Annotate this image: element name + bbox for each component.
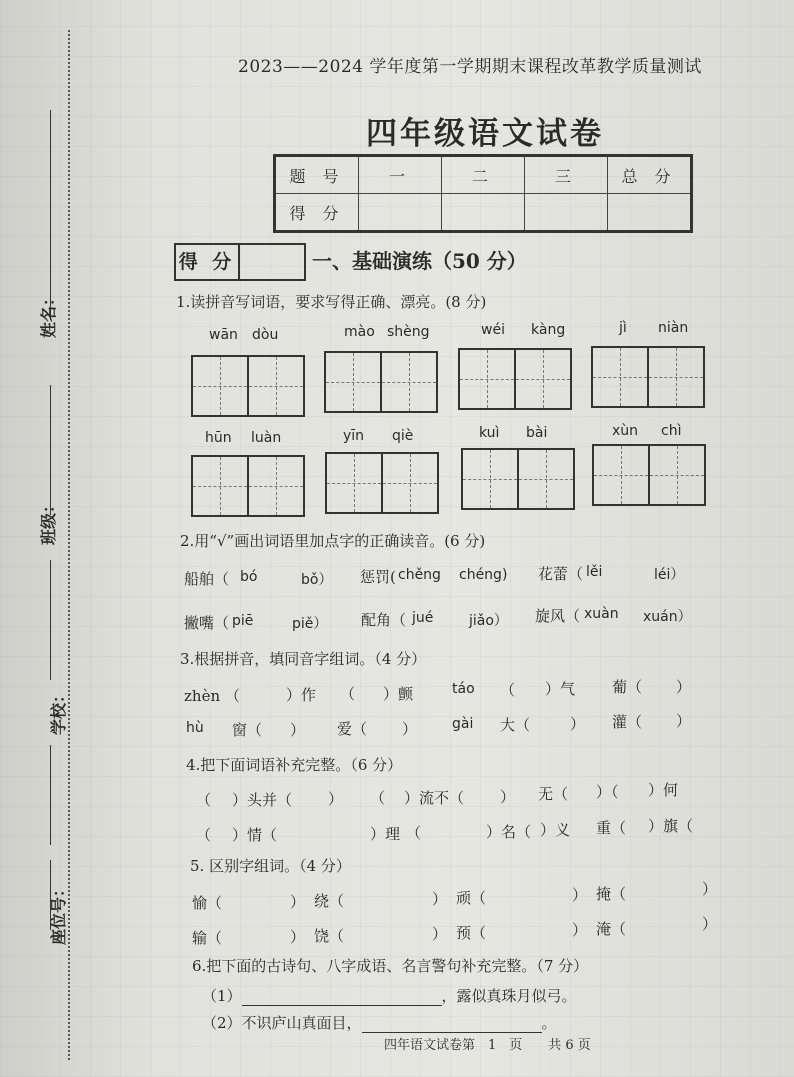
q2-word: 配角（ bbox=[361, 611, 407, 629]
q3-text: ）颤 bbox=[383, 685, 414, 703]
q3-pinyin: táo bbox=[452, 681, 475, 697]
q4-text: 重（ bbox=[596, 819, 627, 837]
q3-text: 大（ bbox=[500, 716, 531, 734]
section-score-label: 得 分 bbox=[176, 245, 240, 279]
q6-item-1 bbox=[202, 985, 577, 1006]
pinyin: wéi bbox=[481, 322, 505, 338]
q4-text: ）头并（ bbox=[232, 791, 293, 809]
pinyin: luàn bbox=[251, 430, 282, 446]
pinyin: chì bbox=[661, 423, 682, 439]
q2-option[interactable]: jué bbox=[412, 610, 434, 626]
score-cell: 二 bbox=[442, 156, 525, 194]
q2-prompt: 2.用“√”画出词语里加点字的正确读音。(6 分) bbox=[180, 532, 486, 550]
school-line bbox=[50, 560, 51, 680]
q4-text: ）情（ bbox=[232, 826, 278, 844]
writing-grid[interactable] bbox=[458, 348, 572, 410]
q5-text: 绕（ bbox=[314, 892, 345, 910]
q3-text: 爱（ bbox=[337, 720, 368, 738]
writing-grid[interactable] bbox=[592, 444, 706, 506]
q5-text: 掩（ bbox=[596, 885, 627, 903]
q2-option[interactable]: piē bbox=[232, 613, 254, 629]
q2-option[interactable]: chěng bbox=[398, 567, 441, 583]
q2-word: 花蕾（ bbox=[538, 565, 584, 583]
q5-text: ） bbox=[290, 928, 306, 946]
q6-item-1-prefix: （1） bbox=[202, 987, 242, 1005]
pinyin: bài bbox=[526, 425, 548, 441]
q4-text: ） bbox=[500, 788, 516, 806]
name-label: 姓名： bbox=[39, 289, 58, 338]
seat-label: 座位号： bbox=[49, 880, 68, 945]
score-input-cell[interactable] bbox=[525, 194, 608, 232]
q3-text: （ bbox=[500, 681, 516, 699]
q2-option[interactable]: lěi bbox=[586, 564, 603, 580]
score-table bbox=[273, 154, 693, 233]
q3-pinyin: hù bbox=[186, 720, 204, 736]
q4-text: 无（ bbox=[538, 785, 569, 803]
q5-text: ） bbox=[432, 890, 448, 908]
q4-text: ）旗（ bbox=[648, 817, 694, 835]
score-cell: 总 分 bbox=[608, 156, 692, 194]
q6-item-2-suffix: 。 bbox=[541, 1014, 557, 1032]
q3-text: 葡（ bbox=[612, 678, 643, 696]
writing-grid[interactable] bbox=[191, 355, 305, 417]
q5-text: 输（ bbox=[192, 929, 223, 947]
score-input-cell[interactable] bbox=[359, 194, 442, 232]
q5-text: ） bbox=[290, 893, 306, 911]
q3-text: ）气 bbox=[545, 680, 576, 698]
pinyin: shèng bbox=[387, 324, 430, 340]
q4-text: ）何 bbox=[648, 781, 679, 799]
q3-text: 窗（ bbox=[232, 721, 263, 739]
q3-text: ） bbox=[676, 678, 692, 696]
q6-prompt: 6.把下面的古诗句、八字成语、名言警句补充完整。（7 分） bbox=[192, 957, 589, 975]
pinyin: niàn bbox=[658, 320, 689, 336]
q6-blank-1[interactable] bbox=[242, 989, 442, 1006]
score-cell: 得 分 bbox=[275, 194, 359, 232]
score-table-row bbox=[275, 194, 692, 232]
q4-text: ）义 bbox=[540, 821, 571, 839]
score-input-cell[interactable] bbox=[608, 194, 692, 232]
name-line bbox=[50, 110, 51, 320]
q3-text: ） bbox=[676, 712, 692, 730]
class-line bbox=[50, 385, 51, 515]
q3-text: ） bbox=[570, 715, 586, 733]
q5-text: ） bbox=[572, 921, 588, 939]
q5-text: ） bbox=[432, 925, 448, 943]
q3-pinyin: gài bbox=[452, 716, 474, 732]
pinyin: yīn bbox=[343, 428, 365, 444]
q4-text: ） bbox=[328, 790, 344, 808]
pinyin: kuì bbox=[479, 425, 500, 441]
q5-text: ） bbox=[702, 880, 718, 898]
q1-prompt: 1.读拼音写词语，要求写得正确、漂亮。(8 分) bbox=[176, 293, 487, 311]
pinyin: hūn bbox=[205, 430, 232, 446]
school-label: 学校： bbox=[49, 686, 68, 735]
q3-text: （ bbox=[340, 685, 356, 703]
q5-text: 饶（ bbox=[314, 927, 345, 945]
q2-option[interactable]: xuàn bbox=[584, 606, 619, 622]
q5-text: 顽（ bbox=[456, 889, 487, 907]
section-title: 一、基础演练（50 分） bbox=[312, 249, 527, 273]
q5-text: 愉（ bbox=[192, 894, 223, 912]
q2-option[interactable]: léi） bbox=[654, 567, 685, 583]
q3-text: zhèn （ bbox=[184, 687, 240, 705]
writing-grid[interactable] bbox=[461, 448, 575, 510]
q4-text: ）（ bbox=[596, 783, 619, 801]
q6-item-2-prefix: （2）不识庐山真面目， bbox=[202, 1014, 362, 1032]
q3-prompt: 3.根据拼音，填同音字组词。（4 分） bbox=[180, 650, 427, 668]
q3-text: 灌（ bbox=[612, 713, 643, 731]
pinyin: dòu bbox=[252, 327, 279, 343]
q4-text: （ bbox=[196, 826, 212, 844]
class-label: 班级： bbox=[39, 496, 58, 545]
score-cell: 题 号 bbox=[275, 156, 359, 194]
q5-prompt: 5. 区别字组词。（4 分） bbox=[190, 857, 351, 875]
score-cell: 一 bbox=[359, 156, 442, 194]
q5-text: 淹（ bbox=[596, 920, 627, 938]
score-table-row bbox=[275, 156, 692, 194]
q3-text: ）作 bbox=[286, 686, 317, 704]
school-line-2 bbox=[50, 745, 51, 845]
writing-grid[interactable] bbox=[591, 346, 705, 408]
q5-text: ） bbox=[572, 886, 588, 904]
pinyin: jì bbox=[619, 320, 627, 336]
pinyin: mào bbox=[344, 324, 375, 340]
q4-text: ）名（ bbox=[486, 823, 532, 841]
q4-text: （ bbox=[370, 789, 386, 807]
pinyin: wān bbox=[209, 327, 238, 343]
q2-option[interactable]: xuán） bbox=[643, 609, 692, 625]
writing-grid[interactable] bbox=[324, 351, 438, 413]
q3-text: ） bbox=[402, 720, 418, 738]
q2-option[interactable]: jiǎo） bbox=[469, 613, 508, 629]
q4-text: （ bbox=[406, 824, 422, 842]
q2-option[interactable]: bǒ） bbox=[301, 572, 333, 588]
q2-option[interactable]: chéng) bbox=[459, 567, 508, 583]
writing-grid[interactable] bbox=[325, 452, 439, 514]
q5-text: ） bbox=[702, 915, 718, 933]
paper-title: 四年级语文试卷 bbox=[366, 116, 604, 152]
page-footer: 四年语文试卷第 1 页 共 6 页 bbox=[384, 1038, 591, 1053]
q4-text: ）流不（ bbox=[404, 789, 465, 807]
q2-word: 惩罚( bbox=[360, 568, 396, 586]
pinyin: xùn bbox=[612, 423, 639, 439]
q5-text: 预（ bbox=[456, 924, 487, 942]
pinyin: qiè bbox=[392, 428, 414, 444]
q2-word: 旋风（ bbox=[535, 607, 581, 625]
q2-option[interactable]: piě） bbox=[292, 616, 328, 632]
q3-text: ） bbox=[290, 721, 306, 739]
q2-word: 撇嘴（ bbox=[184, 614, 230, 632]
writing-grid[interactable] bbox=[191, 455, 305, 517]
q4-text: ）理 bbox=[370, 825, 401, 843]
q6-item-1-suffix: ，露似真珠月似弓。 bbox=[441, 987, 577, 1005]
score-input-cell[interactable] bbox=[442, 194, 525, 232]
q4-prompt: 4.把下面词语补充完整。（6 分） bbox=[186, 756, 403, 774]
score-cell: 三 bbox=[525, 156, 608, 194]
q6-blank-2[interactable] bbox=[362, 1016, 542, 1033]
q2-option[interactable]: bó bbox=[240, 569, 258, 585]
section-score-box bbox=[174, 243, 306, 281]
exam-header: 2023——2024 学年度第一学期期末课程改革教学质量测试 bbox=[238, 57, 702, 77]
q2-word: 船舶（ bbox=[184, 570, 230, 588]
q4-text: （ bbox=[196, 791, 212, 809]
q6-item-2 bbox=[202, 1012, 557, 1033]
pinyin: kàng bbox=[531, 322, 566, 338]
